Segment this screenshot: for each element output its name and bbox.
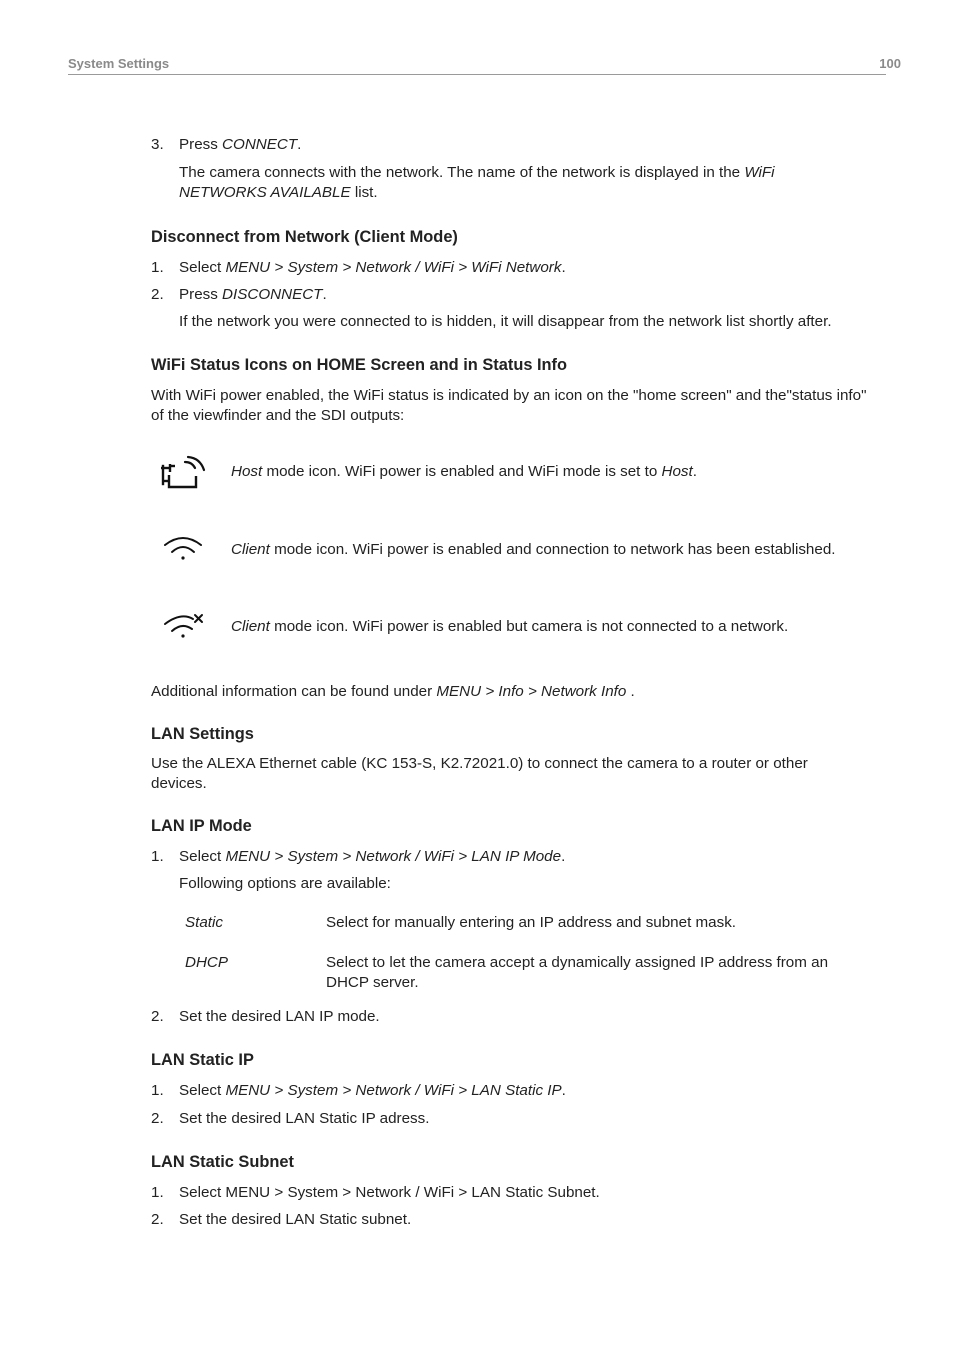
step-number: 3. <box>151 136 164 153</box>
step-note: Following options are available: <box>179 875 391 892</box>
step-number: 2. <box>151 1110 164 1127</box>
step-number: 2. <box>151 1008 164 1025</box>
step-number: 1. <box>151 1082 164 1099</box>
step-text: Press CONNECT. <box>179 136 302 153</box>
wifi-disconnected-icon <box>161 610 207 644</box>
step-number: 2. <box>151 286 164 303</box>
step-text: Select MENU > System > Network / WiFi > LAN Static IP. <box>179 1082 566 1099</box>
step-text: Select MENU > System > Network / WiFi > LAN Static Subnet. <box>179 1184 600 1201</box>
section-heading: LAN IP Mode <box>151 817 252 835</box>
header-divider <box>68 74 886 75</box>
step-text: Select MENU > System > Network / WiFi > LAN IP Mode. <box>179 848 566 865</box>
section-heading: LAN Static Subnet <box>151 1153 294 1171</box>
option-name: DHCP <box>185 954 229 971</box>
step-text: Press DISCONNECT. <box>179 286 327 303</box>
icon-description: Host mode icon. WiFi power is enabled and WiFi mode is set to Host. <box>231 463 697 480</box>
option-name: Static <box>185 914 223 931</box>
step-text: Set the desired LAN IP mode. <box>179 1008 380 1025</box>
section-heading: LAN Static IP <box>151 1051 254 1069</box>
step-number: 1. <box>151 1184 164 1201</box>
host-mode-icon <box>158 454 208 496</box>
icon-description: Client mode icon. WiFi power is enabled and connection to network has been established. <box>231 541 836 558</box>
option-description: Select for manually entering an IP address and subnet mask. <box>326 914 737 931</box>
section-heading: LAN Settings <box>151 725 254 743</box>
paragraph: With WiFi power enabled, the WiFi status is indicated by an icon on the "home screen" and the"status info" of the viewfinder and the SDI outputs: <box>151 387 867 424</box>
step-text: Set the desired LAN Static IP adress. <box>179 1110 430 1127</box>
step-description: The camera connects with the network. The name of the network is displayed in the WiFi NETWORKS AVAILABLE list. <box>179 164 775 201</box>
section-heading: Disconnect from Network (Client Mode) <box>151 228 458 246</box>
icon-description: Client mode icon. WiFi power is enabled but camera is not connected to a network. <box>231 618 789 635</box>
step-number: 2. <box>151 1211 164 1228</box>
step-number: 1. <box>151 259 164 276</box>
step-note: If the network you were connected to is hidden, it will disappear from the network list shortly after. <box>179 313 832 330</box>
step-number: 1. <box>151 848 164 865</box>
step-text: Set the desired LAN Static subnet. <box>179 1211 412 1228</box>
header-title: System Settings <box>68 56 170 71</box>
section-heading: WiFi Status Icons on HOME Screen and in Status Info <box>151 356 568 374</box>
paragraph: Use the ALEXA Ethernet cable (KC 153-S, K2.72021.0) to connect the camera to a router or other devices. <box>151 755 808 792</box>
wifi-connected-icon <box>161 533 205 567</box>
page-number: 100 <box>879 56 901 71</box>
option-description: Select to let the camera accept a dynamically assigned IP address from an DHCP server. <box>326 954 829 991</box>
step-text: Select MENU > System > Network / WiFi > WiFi Network. <box>179 259 566 276</box>
paragraph: Additional information can be found under MENU > Info > Network Info . <box>151 683 635 700</box>
